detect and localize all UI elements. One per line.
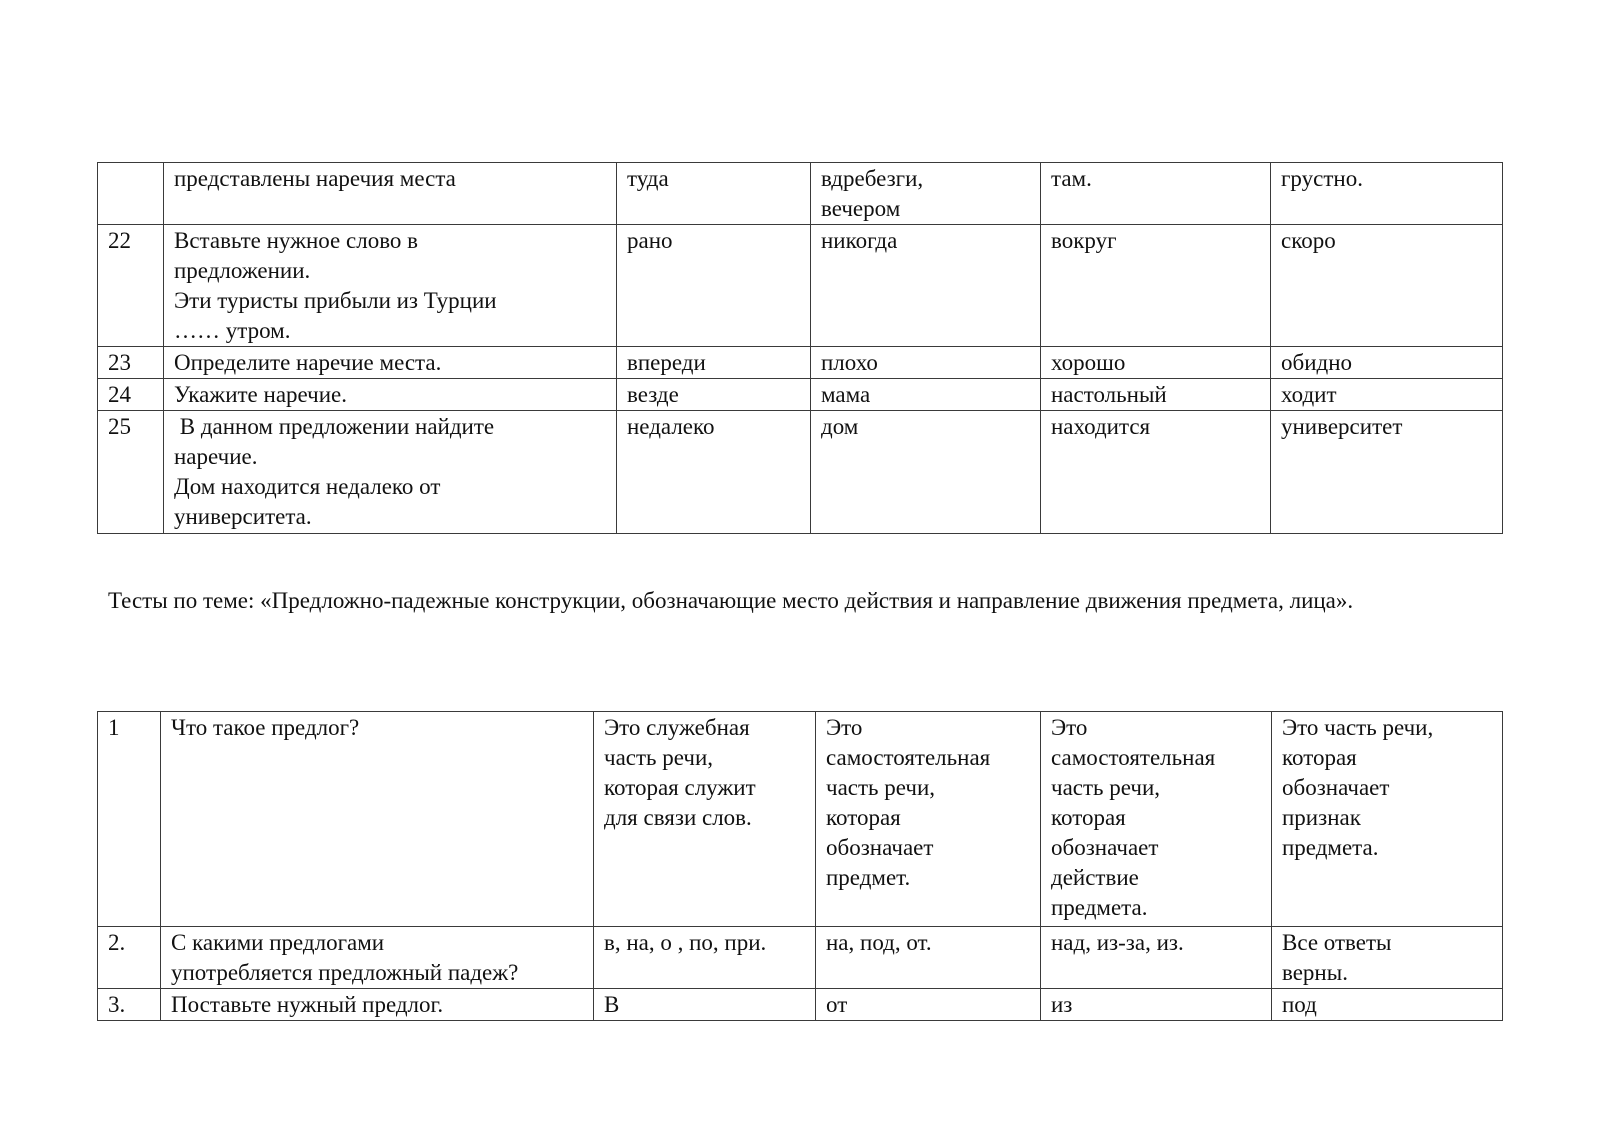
answer-option-c: хорошо <box>1041 347 1271 379</box>
answer-option-b: на, под, от. <box>816 927 1041 989</box>
question-number: 25 <box>98 411 164 534</box>
answer-option-a: Это служебная часть речи, которая служит для связи слов. <box>594 712 816 927</box>
question-text: С какими предлогами употребляется предложный падеж? <box>161 927 594 989</box>
answer-option-c: настольный <box>1041 379 1271 411</box>
answer-option-b: Это самостоятельная часть речи, которая обозначает предмет. <box>816 712 1041 927</box>
table-row <box>98 163 1503 225</box>
table-row <box>98 379 1503 411</box>
answer-option-c: вокруг <box>1041 225 1271 347</box>
section-heading: Тесты по теме: «Предложно-падежные конструкции, обозначающие место действия и направление движения предмета, лица». <box>108 588 1354 613</box>
answer-option-b: от <box>816 989 1041 1021</box>
answer-option-a: в, на, о , по, при. <box>594 927 816 989</box>
answer-option-b: плохо <box>811 347 1041 379</box>
table-row <box>98 225 1503 347</box>
table-row <box>98 927 1503 989</box>
answer-option-c: находится <box>1041 411 1271 534</box>
answer-option-c: над, из-за, из. <box>1041 927 1272 989</box>
question-number: 22 <box>98 225 164 347</box>
answer-option-a: рано <box>617 225 811 347</box>
adverbs-test-table <box>97 162 1503 534</box>
answer-option-a: недалеко <box>617 411 811 534</box>
answer-option-a: впереди <box>617 347 811 379</box>
answer-option-b: никогда <box>811 225 1041 347</box>
question-number: 1 <box>98 712 161 927</box>
table-row <box>98 411 1503 534</box>
question-number: 2. <box>98 927 161 989</box>
answer-option-b: вдребезги, вечером <box>811 163 1041 225</box>
question-text: Поставьте нужный предлог. <box>161 989 594 1021</box>
answer-option-a: В <box>594 989 816 1021</box>
question-text: В данном предложении найдите наречие. Дом находится недалеко от университета. <box>164 411 617 534</box>
answer-option-d: обидно <box>1271 347 1503 379</box>
answer-option-c: Это самостоятельная часть речи, которая обозначает действие предмета. <box>1041 712 1272 927</box>
answer-option-d: грустно. <box>1271 163 1503 225</box>
answer-option-c: там. <box>1041 163 1271 225</box>
answer-option-d: скоро <box>1271 225 1503 347</box>
question-number: 23 <box>98 347 164 379</box>
question-number <box>98 163 164 225</box>
question-text: Определите наречие места. <box>164 347 617 379</box>
answer-option-d: под <box>1272 989 1503 1021</box>
answer-option-b: дом <box>811 411 1041 534</box>
prepositions-test-table <box>97 711 1503 1021</box>
table-row <box>98 712 1503 927</box>
question-number: 24 <box>98 379 164 411</box>
question-text: Что такое предлог? <box>161 712 594 927</box>
answer-option-c: из <box>1041 989 1272 1021</box>
question-text: Укажите наречие. <box>164 379 617 411</box>
answer-option-d: Это часть речи, которая обозначает признак предмета. <box>1272 712 1503 927</box>
answer-option-b: мама <box>811 379 1041 411</box>
table-row <box>98 347 1503 379</box>
table-row <box>98 989 1503 1021</box>
answer-option-a: везде <box>617 379 811 411</box>
question-text: Вставьте нужное слово в предложении. Эти туристы прибыли из Турции …… утром. <box>164 225 617 347</box>
question-number: 3. <box>98 989 161 1021</box>
question-text: представлены наречия места <box>164 163 617 225</box>
answer-option-d: Все ответы верны. <box>1272 927 1503 989</box>
answer-option-a: туда <box>617 163 811 225</box>
answer-option-d: университет <box>1271 411 1503 534</box>
answer-option-d: ходит <box>1271 379 1503 411</box>
